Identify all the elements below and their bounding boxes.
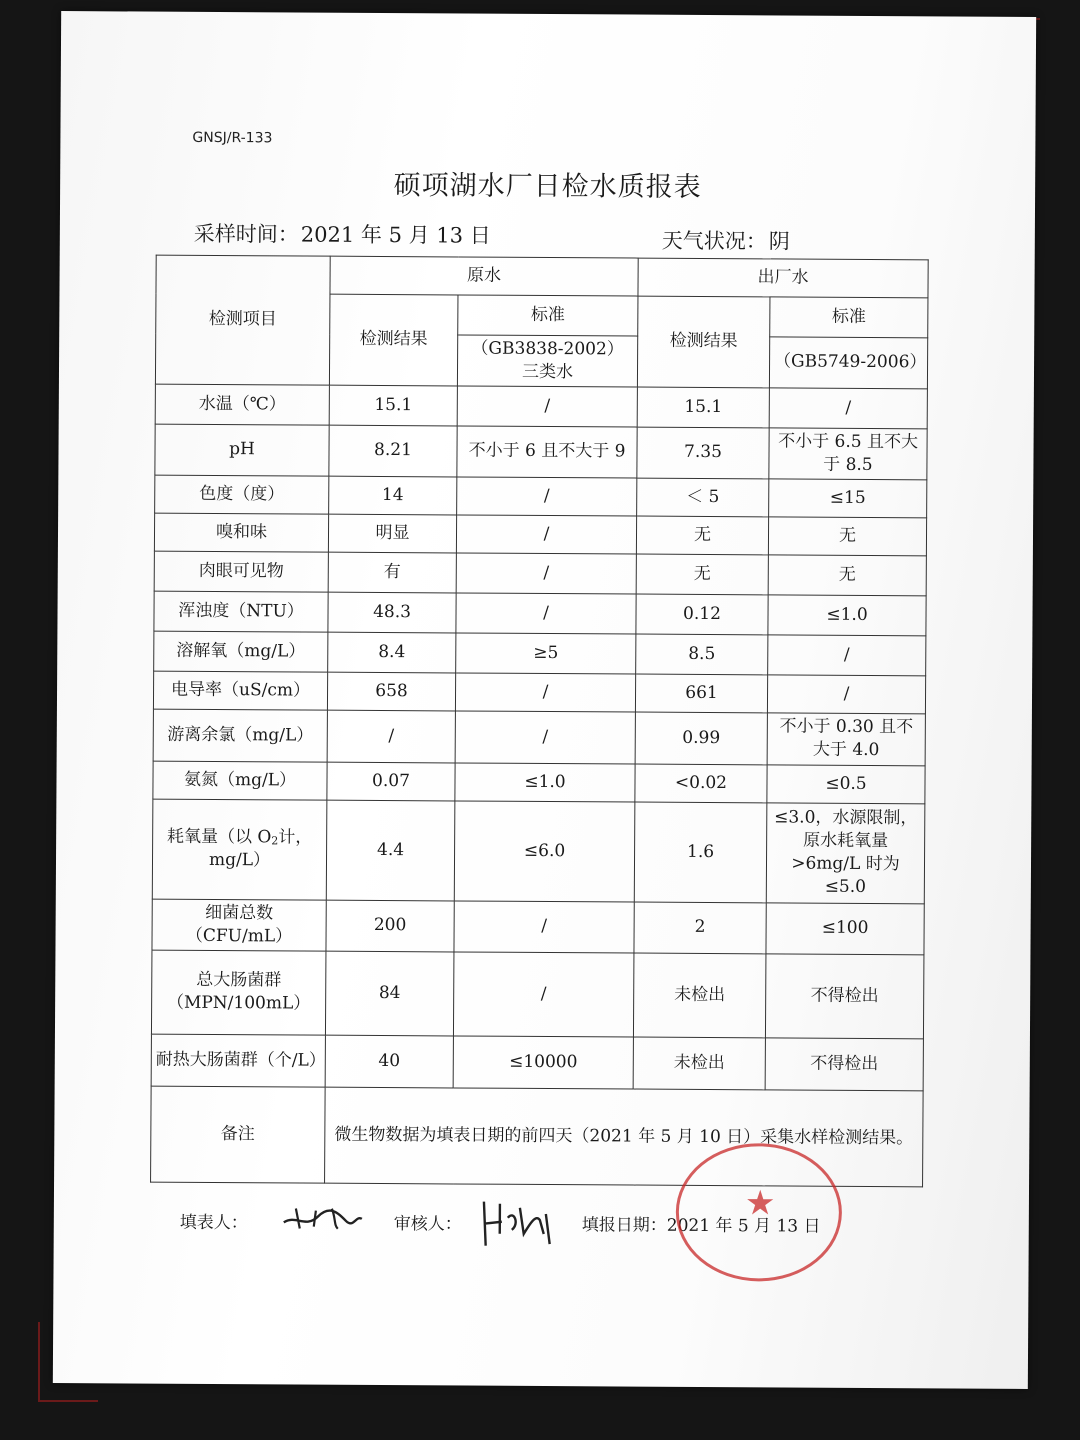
cell-out-standard: 无 — [768, 517, 926, 556]
table-row — [155, 475, 927, 518]
cell-item: 嗅和味 — [154, 513, 328, 552]
weather-value: 阴 — [768, 229, 790, 254]
cell-raw-standard: / — [457, 386, 637, 427]
cell-out-standard: / — [767, 675, 925, 714]
cell-raw-standard: / — [454, 901, 634, 953]
weather — [662, 225, 790, 256]
water-quality-table — [150, 255, 929, 1187]
cell-out-result: 无 — [636, 554, 768, 595]
cell-raw-result: 15.1 — [329, 385, 457, 426]
sampling-time — [194, 218, 491, 250]
report-paper — [53, 11, 1036, 1389]
cell-raw-result: 200 — [326, 900, 454, 952]
form-code: GNSJ/R-133 — [192, 129, 273, 147]
remark-label: 备注 — [151, 1086, 326, 1183]
table-row — [154, 551, 926, 596]
cell-raw-standard: / — [455, 673, 635, 712]
cell-out-standard: 无 — [768, 555, 926, 596]
remark-text: 微生物数据为填表日期的前四天（2021 年 5 月 10 日）采集水样检测结果。 — [325, 1087, 924, 1187]
item-subscript: 2 — [271, 834, 279, 848]
cell-raw-standard: 不小于 6 且不大于 9 — [457, 426, 637, 478]
cell-raw-standard: ≥5 — [456, 633, 636, 674]
table-row — [151, 1034, 923, 1091]
cell-raw-standard: / — [457, 477, 637, 516]
cell-out-result: 7.35 — [637, 427, 769, 479]
header-raw-standard: 标准 — [458, 295, 638, 336]
cell-out-standard: ≤15 — [769, 479, 927, 518]
table-row — [155, 384, 927, 429]
official-seal — [675, 1143, 842, 1282]
cell-raw-standard: / — [456, 553, 636, 594]
cell-item: 总大肠菌群（MPN/100mL） — [151, 950, 326, 1035]
cell-raw-result: 658 — [327, 672, 455, 711]
cell-raw-standard: / — [453, 952, 634, 1037]
header-item: 检测项目 — [155, 255, 330, 385]
cell-out-result: 未检出 — [633, 953, 766, 1038]
cell-raw-result: 8.4 — [328, 632, 456, 673]
sampling-time-value: 2021 年 5 月 13 日 — [300, 222, 491, 248]
cell-out-standard: 不小于 0.30 且不大于 4.0 — [767, 713, 925, 766]
cell-out-result: ＜ 5 — [637, 478, 769, 517]
seal-star-icon: ★ — [744, 1183, 776, 1224]
table-row — [152, 799, 925, 904]
table-row — [153, 761, 925, 804]
cell-raw-standard: ≤6.0 — [454, 801, 635, 902]
cell-item: 细菌总数（CFU/mL） — [152, 899, 326, 951]
cell-item: 溶解氧（mg/L） — [154, 631, 328, 672]
reviewer-label: 审核人： — [393, 1214, 462, 1235]
item-suffix: 计，mg/L） — [208, 827, 313, 871]
cell-raw-result: 有 — [328, 552, 456, 593]
cell-raw-result: / — [327, 710, 455, 763]
cell-raw-result: 40 — [325, 1035, 453, 1088]
header-outlet-water: 出厂水 — [638, 258, 928, 298]
cell-item: 耐热大肠菌群（个/L） — [151, 1034, 325, 1087]
cell-item: 水温（℃） — [155, 384, 329, 425]
weather-label: 天气状况： — [661, 228, 767, 254]
header-out-standard-code: （GB5749-2006） — [769, 337, 927, 389]
cell-raw-standard: / — [455, 711, 635, 764]
cell-out-standard: ≤100 — [766, 903, 924, 955]
header-out-standard: 标准 — [770, 297, 928, 338]
filler-signature — [276, 1194, 366, 1237]
cell-item: 浑浊度（NTU） — [154, 591, 328, 632]
cell-out-result: 未检出 — [633, 1037, 765, 1090]
sampling-time-label: 采样时间： — [193, 221, 299, 247]
report-date-label: 填报日期： — [581, 1215, 667, 1236]
table-row — [154, 591, 926, 636]
table-row — [154, 513, 926, 556]
cell-raw-result: 8.21 — [329, 425, 457, 477]
cell-item: 电导率（uS/cm） — [153, 671, 327, 710]
cell-out-standard: 不得检出 — [765, 953, 924, 1038]
cell-raw-standard: / — [456, 515, 636, 554]
corner-mark — [38, 1322, 40, 1402]
cell-item: pH — [155, 424, 329, 476]
cell-out-result: 1.6 — [634, 802, 767, 903]
item-prefix: 耗氧量（以 O — [166, 827, 272, 848]
cell-item: 肉眼可见物 — [154, 551, 328, 592]
corner-mark — [38, 1400, 98, 1402]
report-date-value: 2021 年 5 月 13 日 — [666, 1215, 821, 1237]
filler — [180, 1208, 248, 1233]
header-raw-result: 检测结果 — [329, 294, 458, 386]
cell-out-result: 0.12 — [636, 594, 768, 635]
reviewer — [394, 1209, 462, 1234]
cell-out-result: 8.5 — [636, 634, 768, 675]
table-row — [155, 424, 927, 480]
table-row — [154, 631, 926, 676]
cell-raw-standard: / — [456, 593, 636, 634]
header-raw-water: 原水 — [330, 256, 638, 296]
raw-standard-code: （GB3838-2002） — [471, 338, 624, 360]
cell-raw-result: 明显 — [328, 514, 456, 553]
cell-raw-result: 14 — [329, 476, 457, 515]
cell-item: 氨氮（mg/L） — [153, 761, 327, 800]
cell-raw-result: 0.07 — [327, 762, 455, 801]
cell-out-result: 无 — [636, 516, 768, 555]
table-row — [151, 950, 923, 1039]
cell-out-result: <0.02 — [635, 764, 767, 803]
cell-item: 色度（度） — [155, 475, 329, 514]
page-title: 硕项湖水厂日检水质报表 — [393, 170, 702, 203]
cell-out-standard: 不小于 6.5 且不大于 8.5 — [769, 428, 927, 480]
cell-raw-standard: ≤10000 — [453, 1036, 633, 1089]
cell-raw-standard: ≤1.0 — [455, 763, 635, 802]
header-out-result: 检测结果 — [637, 296, 770, 388]
cell-raw-result: 84 — [325, 951, 454, 1036]
cell-out-standard: ≤0.5 — [767, 765, 925, 804]
cell-out-result: 661 — [635, 674, 767, 713]
cell-out-standard: / — [768, 635, 926, 676]
cell-out-standard: / — [769, 388, 927, 429]
cell-out-result: 15.1 — [637, 387, 769, 428]
header-raw-standard-code — [457, 335, 637, 387]
cell-item — [152, 799, 327, 900]
table-row — [153, 671, 925, 714]
reviewer-signature — [480, 1194, 560, 1254]
table-row — [153, 709, 925, 766]
cell-out-result: 0.99 — [635, 712, 767, 765]
cell-out-standard: ≤1.0 — [768, 595, 926, 636]
cell-raw-result: 4.4 — [326, 800, 455, 901]
cell-out-result: 2 — [634, 902, 766, 954]
cell-out-standard: ≤3.0，水源限制，原水耗氧量>6mg/L 时为≤5.0 — [766, 803, 925, 904]
cell-item: 游离余氯（mg/L） — [153, 709, 327, 762]
table-row — [152, 899, 924, 955]
cell-raw-result: 48.3 — [328, 592, 456, 633]
raw-standard-class: 三类水 — [521, 361, 574, 383]
filler-label: 填表人： — [179, 1212, 248, 1234]
cell-out-standard: 不得检出 — [765, 1037, 923, 1090]
